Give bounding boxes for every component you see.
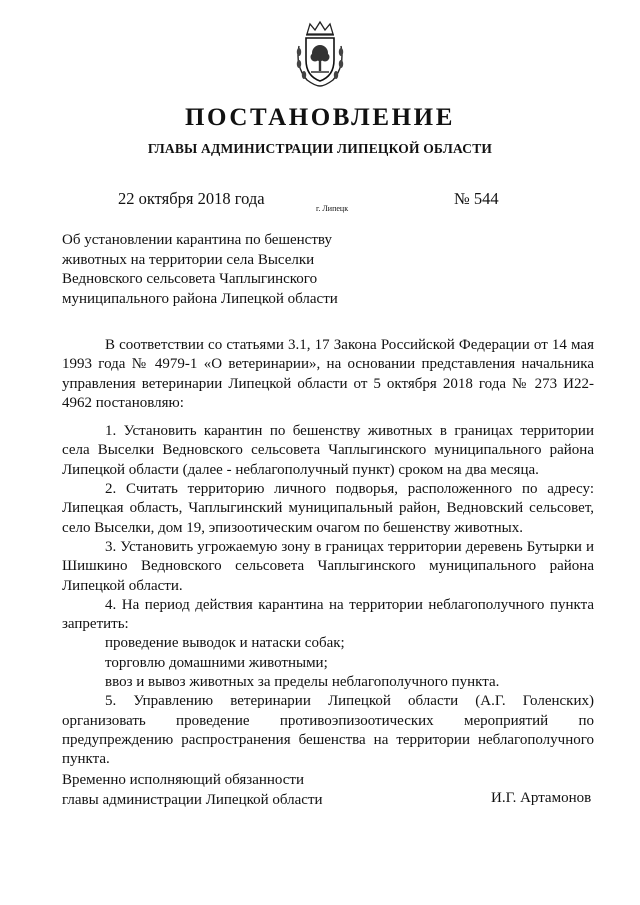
- signatory-title-line-1: Временно исполняющий обязанности: [62, 772, 305, 788]
- signatory-title: [62, 770, 323, 810]
- document-number: № 544: [454, 189, 499, 208]
- signatory-name: И.Г. Артамонов: [491, 790, 592, 806]
- preamble-paragraph: В соответствии со статьями 3.1, 17 Закона Российской Федерации от 14 мая 1993 года № 4979-1 «О ветеринарии», на основании представления начальника управления ветеринарии Липецкой области от 5 октября 2018 года № 273 И22-4962 постановляю:: [62, 337, 594, 411]
- lipetsk-coat-of-arms-icon: [293, 20, 347, 88]
- document-subtitle: ГЛАВЫ АДМИНИСТРАЦИИ ЛИПЕЦКОЙ ОБЛАСТИ: [147, 141, 493, 156]
- item-4a-paragraph: проведение выводок и натаски собак;: [105, 635, 345, 652]
- document-city: г. Липецк: [316, 204, 349, 213]
- document-subject: Об установлении карантина по бешенству животных на территории села Выселки Ведновского сельсовета Чаплыгинского муниципального района Липецкой области: [62, 232, 338, 308]
- item-1-paragraph: 1. Установить карантин по бешенству животных в границах территории села Выселки Ведновского сельсовета Чаплыгинского муниципального района Липецкой области (далее - неблагополучный пункт) сроком на два месяца.: [62, 423, 594, 478]
- item-4b-paragraph: торговлю домашними животными;: [105, 654, 328, 671]
- document-date: 22 октября 2018 года: [118, 189, 265, 208]
- item-5-paragraph: 5. Управлению ветеринарии Липецкой области (А.Г. Голенских) организовать проведение противоэпизоотических мероприятий по предупреждению распространения бешенства на территории неблагополучного пункта.: [62, 693, 594, 768]
- document-body: [62, 336, 594, 770]
- item-4c-paragraph: ввоз и вывоз животных за пределы неблагополучного пункта.: [105, 674, 500, 691]
- signatory-title-line-2: главы администрации Липецкой области: [62, 792, 323, 808]
- item-4-paragraph: 4. На период действия карантина на территории неблагополучного пункта запретить:: [62, 596, 594, 633]
- document-title: ПОСТАНОВЛЕНИЕ: [184, 104, 456, 131]
- item-3-paragraph: 3. Установить угрожаемую зону в границах территории деревень Бутырки и Шишкино Ведновского сельсовета Чаплыгинского муниципального района Липецкой области.: [62, 538, 594, 594]
- item-2-paragraph: 2. Считать территорию личного подворья, расположенного по адресу: Липецкая область, Чаплыгинский муниципальный район, Ведновский сельсовет, село Выселки, дом 19, эпизоотическим очагом по бешенству животных.: [62, 481, 594, 536]
